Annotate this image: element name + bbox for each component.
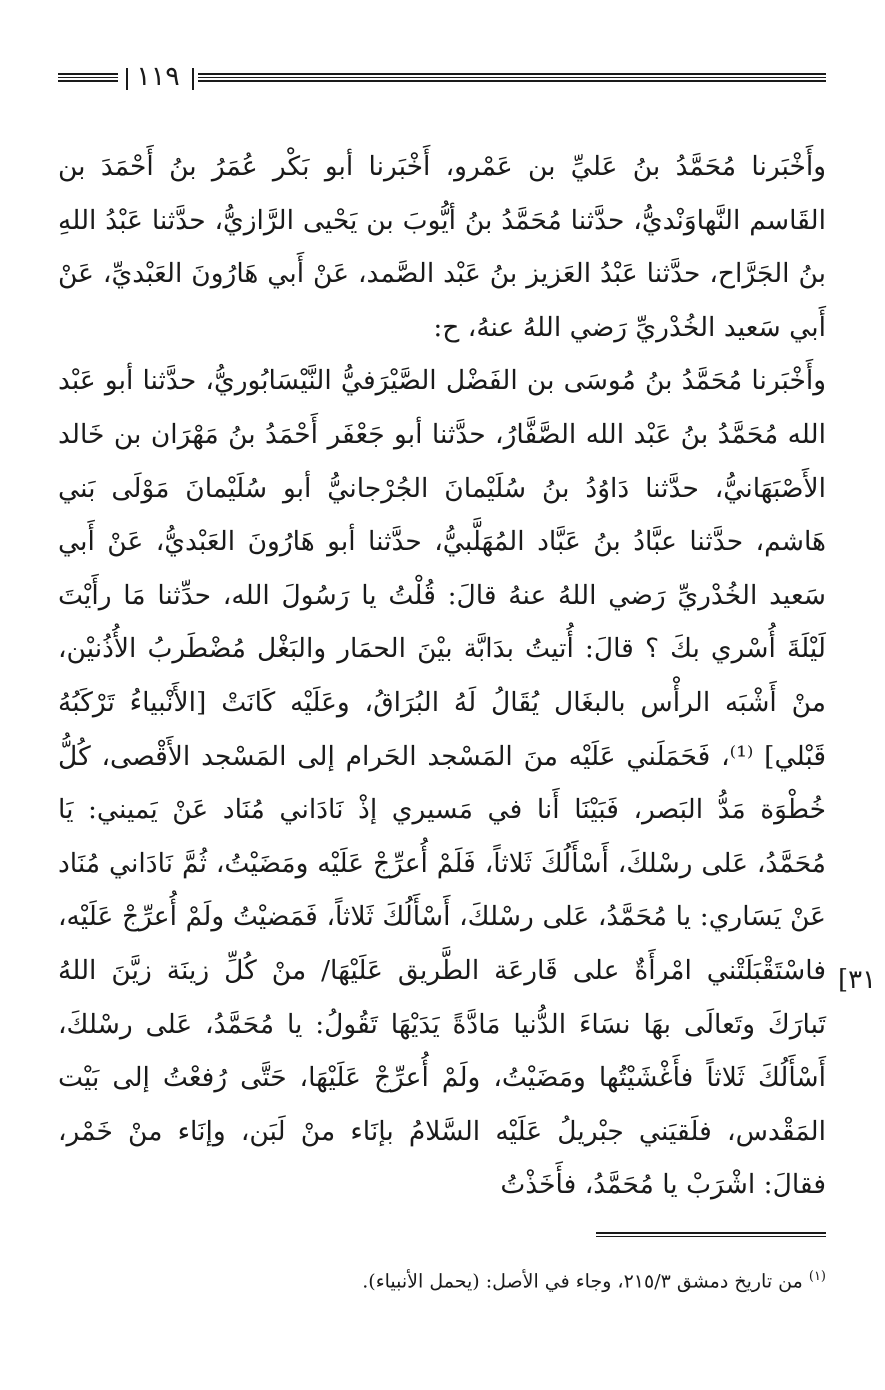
footnote: [58, 1262, 826, 1296]
footnote-text: من تاريخ دمشق ٢١٥/٣، وجاء في الأصل: (يحمل الأنبياء).: [362, 1270, 803, 1293]
main-text: [58, 140, 826, 1212]
folio-margin-note: [٣١: [838, 965, 877, 995]
page-header: [58, 62, 826, 98]
paragraph: وأَخْبَرنا مُحَمَّدُ بنُ عَليِّ بن عَمْرو، أَخْبَرنا أبو بَكْر عُمَرُ بنُ أَحْمَدَ بن القَاسم النَّهاوَنْديُّ، حدَّثنا مُحَمَّدُ بنُ أيُّوبَ بن يَحْيى الرَّازيُّ، حدَّثنا عَبْدُ اللهِ بنُ الجَرَّاح، حدَّثنا عَبْدُ العَزيز بنُ عَبْد الصَّمد، عَنْ أَبي هَارُونَ العَبْديِّ، عَنْ أَبي سَعيد الخُدْريِّ رَضي اللهُ عنهُ، ح:: [58, 151, 826, 343]
paragraph: وأَخْبَرنا مُحَمَّدُ بنُ مُوسَى بن الفَضْل الصَّيْرَفيُّ النَّيْسَابُوريُّ، حدَّثنا أبو عَبْد الله مُحَمَّدُ بنُ عَبْد الله الصَّفَّارُ، حدَّثنا أبو جَعْفَر أَحْمَدُ بنُ مَهْرَان بن خَالد الأَصْبَهَانيُّ، حدَّثنا دَاوُدُ بنُ سُلَيْمانَ الجُرْجانيُّ أبو سُلَيْمانَ مَوْلَى بَني هَاشم، حدَّثنا عبَّادُ بنُ عَبَّاد المُهَلَّبيُّ، حدَّثنا أبو هَارُونَ العَبْديُّ، عَنْ أَبي سَعيد الخُدْريِّ رَضي اللهُ عنهُ قالَ: قُلْتُ يا رَسُولَ الله، حدِّثنا مَا رأَيْتَ لَيْلَةَ أُسْري بكَ ؟ قالَ: أُتيتُ بدَابَّة بيْنَ الحمَار والبَغْل مُضْطَربُ الأُذُنيْن، منْ أَشْبَه الرأْس بالبغَال يُقَالُ لَهُ البُرَاقُ، وعَلَيْه كَانَتْ [الأَنْبياءُ تَرْكَبُهُ قَبْلي] ⁽¹⁾، فَحَمَلَني عَلَيْه منَ المَسْجد الحَرام إلى المَسْجد الأَقْصى، كُلُّ خُطْوَة مَدُّ البَصر، فَبَيْنَا أَنا في مَسيري إذْ نَادَاني مُنَاد عَنْ يَميني: يَا مُحَمَّدُ، عَلى رسْلكَ، أَسْأَلُكَ ثَلاثاً، فَلَمْ أُعرِّجْ عَلَيْه ومَضَيْتُ، ثُمَّ نَادَاني مُنَاد عَنْ يَسَاري: يا مُحَمَّدُ، عَلى رسْلكَ، أَسْأَلُكَ ثَلاثاً، فَمَضيْتُ ولَمْ أُعرِّجْ عَلَيْه، فاسْتَقْبَلَتْني امْرأَةٌ على قَارعَة الطَّريق عَلَيْهَا/ منْ كُلِّ زينَة زيَّنَ اللهُ تَبارَكَ وتَعالَى بهَا نسَاءَ الدُّنيا مَادَّةً يَدَيْهَا تَقُولُ: يا مُحَمَّدُ، عَلى رسْلكَ، أَسْأَلُكَ ثَلاثاً فأَغْشَيْتُها ومَضَيْتُ، ولَمْ أُعرِّجْ عَلَيْهَا، حَتَّى رُفعْتُ إلى بَيْت المَقْدس، فلَقيَني جبْريلُ عَلَيْه السَّلامُ بإنَاء منْ لَبَن، وإنَاء منْ خَمْر، فقالَ: اشْرَبْ يا مُحَمَّدُ، فأَخَذْتُ: [58, 365, 827, 1201]
header-divider: [192, 68, 194, 90]
footnote-marker: (١): [808, 1269, 826, 1284]
header-rule-left: [58, 73, 118, 82]
page-number: ١١٩: [136, 61, 180, 92]
header-rule-right: [198, 73, 826, 82]
footnote-separator: [596, 1232, 826, 1237]
